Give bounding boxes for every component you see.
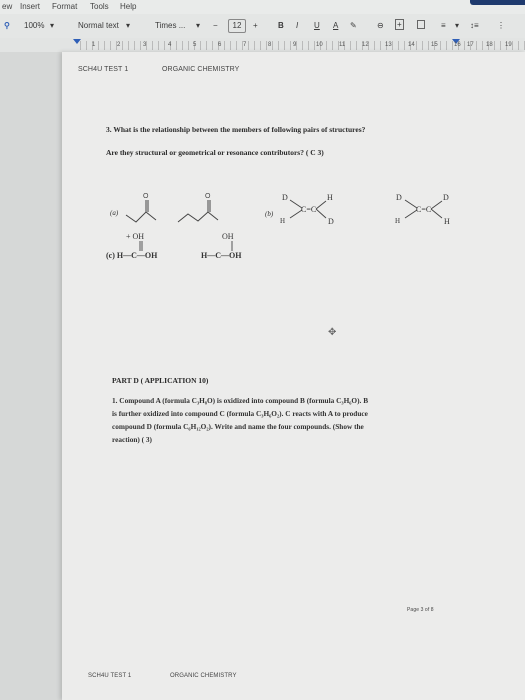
more-options-icon[interactable]: ⋮	[497, 21, 505, 30]
underline-button[interactable]: U	[314, 21, 320, 30]
c-plus-oh: + OH	[126, 232, 145, 241]
font-chevron-icon[interactable]: ▾	[196, 21, 201, 30]
atom-label: D	[328, 217, 334, 226]
ruler-number: 7	[243, 42, 247, 48]
part-d-question	[112, 394, 432, 446]
oxygen-label: O	[143, 193, 149, 200]
c-oh-top: OH	[222, 232, 234, 241]
part-d-line: compound D (formula C₆H₁₂O₂). Write and name the four compounds. (Show the	[112, 422, 364, 431]
ruler	[0, 38, 525, 52]
ruler-number: 15	[431, 42, 438, 48]
footer-left: SCH4U TEST 1	[88, 673, 132, 679]
ruler-number: 14	[408, 42, 415, 48]
align-icon[interactable]: ≡	[441, 21, 446, 30]
atom-label: C=C	[416, 205, 432, 214]
atom-label: H	[444, 217, 450, 226]
decrease-size-button[interactable]: −	[213, 21, 218, 30]
label-c: (c) H	[106, 251, 124, 260]
italic-button[interactable]: I	[296, 21, 299, 30]
label-a: (a)	[110, 209, 119, 217]
line-spacing-icon[interactable]: ↕≡	[470, 21, 479, 30]
atom-label: H	[327, 193, 333, 202]
font-size-input[interactable]: 12	[228, 19, 246, 33]
menu-item-insert[interactable]: Insert	[20, 2, 41, 11]
menu-item-help[interactable]: Help	[120, 2, 137, 11]
atom-label: H	[280, 217, 286, 225]
document-page[interactable]	[62, 52, 525, 700]
footer-right: ORGANIC CHEMISTRY	[170, 673, 237, 679]
ruler-number: 11	[339, 42, 346, 48]
menu-item-view[interactable]: ew	[2, 2, 13, 11]
part-d-line: 1. Compound A (formula C₃H₈O) is oxidized into compound B (formula C₃H₆O). B	[112, 396, 369, 405]
ruler-number: 9	[293, 42, 297, 48]
style-chevron-icon[interactable]: ▾	[126, 21, 131, 30]
structure-a	[122, 190, 237, 230]
text-color-button[interactable]: A	[333, 21, 339, 30]
c-chain-1: —C—OH	[123, 251, 158, 260]
font-select[interactable]: Times ...	[155, 21, 186, 30]
structure-b	[280, 190, 495, 230]
zoom-select[interactable]: 100%	[24, 21, 45, 30]
c-molecule-2: H—C—OH	[201, 251, 242, 260]
atom-label: D	[443, 193, 449, 202]
part-d-title: PART D ( APPLICATION 10)	[112, 376, 209, 385]
ruler-number: 1	[92, 42, 96, 48]
style-select[interactable]: Normal text	[78, 21, 119, 30]
left-indent-marker[interactable]	[73, 39, 81, 44]
ruler-number: 12	[362, 42, 369, 48]
ruler-number: 4	[168, 42, 172, 48]
paint-format-icon[interactable]: ⚲	[4, 21, 10, 30]
highlight-icon[interactable]: ✎	[350, 21, 357, 30]
ruler-number: 17	[467, 42, 474, 48]
cursor-move-icon: ✥	[328, 327, 337, 338]
increase-size-button[interactable]: +	[253, 21, 258, 30]
toolbar	[0, 14, 525, 38]
question-3-subtitle: Are they structural or geometrical or resonance contributors? ( C 3)	[106, 148, 324, 157]
atom-label: C=C	[301, 205, 317, 214]
c-molecule-1	[106, 251, 157, 260]
menu-item-tools[interactable]: Tools	[90, 2, 109, 11]
ruler-number: 2	[117, 42, 121, 48]
link-icon[interactable]: ⊖	[377, 21, 384, 30]
header-right: ORGANIC CHEMISTRY	[162, 66, 240, 73]
ruler-number: 3	[143, 42, 147, 48]
image-icon[interactable]	[417, 20, 425, 29]
ruler-number: 19	[505, 42, 512, 48]
ruler-number: 5	[193, 42, 197, 48]
comment-icon[interactable]: +	[397, 20, 402, 29]
share-button[interactable]	[470, 0, 525, 5]
label-b: (b)	[265, 210, 274, 218]
atom-label: D	[396, 193, 402, 202]
question-3-title: 3. What is the relationship between the members of following pairs of structures?	[106, 125, 366, 134]
ruler-number: 6	[218, 42, 222, 48]
part-d-line: is further oxidized into compound C (formula C₃H₆O₂). C reacts with A to produce	[112, 409, 368, 418]
bold-button[interactable]: B	[278, 21, 284, 30]
ruler-number: 18	[486, 42, 493, 48]
ruler-number: 13	[385, 42, 392, 48]
page-number: Page 3 of 8	[407, 607, 434, 613]
align-chevron-icon[interactable]: ▾	[455, 21, 460, 30]
menu-item-format[interactable]: Format	[52, 2, 78, 11]
oxygen-label: O	[205, 193, 211, 200]
atom-label: D	[282, 193, 288, 202]
zoom-chevron-icon[interactable]: ▾	[50, 21, 55, 30]
atom-label: H	[395, 217, 401, 225]
ruler-number: 16	[454, 42, 461, 48]
menu-bar	[0, 0, 525, 14]
ruler-number: 10	[316, 42, 323, 48]
header-left: SCH4U TEST 1	[78, 66, 129, 73]
molecule-a1-chain	[126, 212, 156, 222]
ruler-number: 8	[268, 42, 272, 48]
part-d-line: reaction) ( 3)	[112, 435, 152, 444]
molecule-a2-chain	[178, 212, 218, 222]
